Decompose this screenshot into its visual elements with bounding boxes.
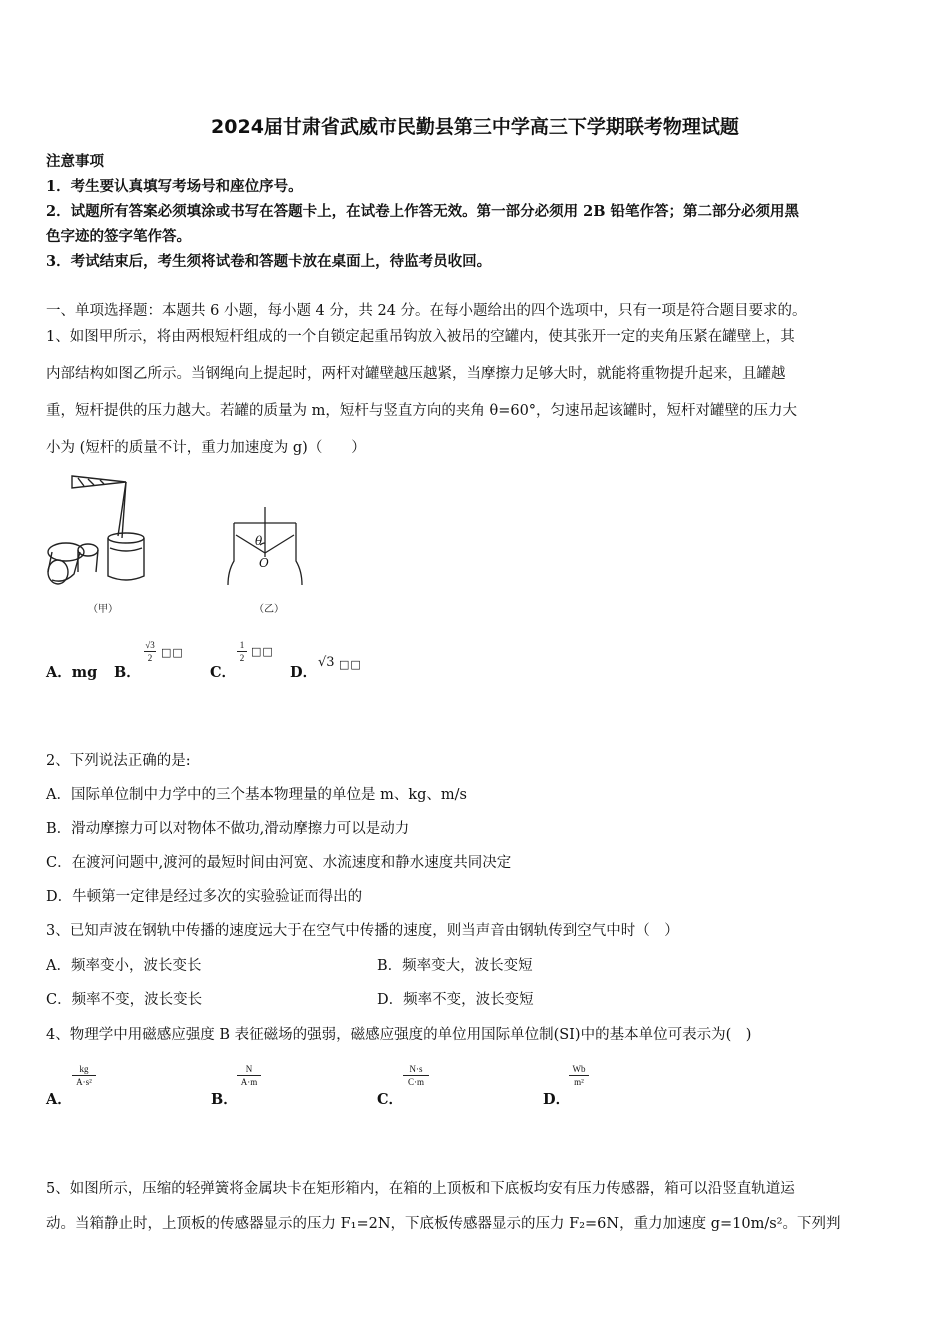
q4-option-a-fraction [72,1064,96,1087]
q1-stem-line: 1、如图甲所示，将由两根短杆组成的一个自锁定起重吊钩放入被吊的空罐内，使其张开一定的夹角压紧在罐壁上，其 [46,329,795,345]
q1-option-d-root: √3 [318,655,335,670]
q1-option-c-placeholder: □□ [251,645,274,658]
q5-stem-line: 动。当箱静止时，上顶板的传感器显示的压力 F₁=2N，下底板传感器显示的压力 F₂=6N，重力加速度 g=10m/s²。下列判 [46,1216,841,1232]
q2-option-b: B．滑动摩擦力可以对物体不做功,滑动摩擦力可以是动力 [46,821,410,837]
fraction-numerator: N [245,1064,253,1074]
q4-option-c-fraction [403,1064,429,1087]
q4-option-c-label: C． [377,1091,404,1108]
q2-stem: 2、下列说法正确的是: [46,753,191,769]
q3-stem: 3、已知声波在钢轨中传播的速度远大于在空气中传播的速度，则当声音由钢轨传到空气中时（ ） [46,923,679,939]
fraction-numerator: N·s [409,1064,423,1074]
q1-option-d-label: D． [290,664,318,681]
notice-heading: 注意事项 [46,153,104,170]
fraction-denominator: C·m [407,1077,424,1087]
q1-option-a: A．mg [46,664,98,681]
notice-item: 2．试题所有答案必须填涂或书写在答题卡上，在试卷上作答无效。第一部分必须用 2B 铅笔作答；第二部分必须用黑 [46,203,800,220]
fraction-denominator: 2 [239,653,245,663]
fraction-numerator: kg [79,1064,89,1074]
q5-stem-line: 5、如图所示，压缩的轻弹簧将金属块卡在矩形箱内，在箱的上顶板和下底板均安有压力传感器，箱可以沿竖直轨道运 [46,1181,795,1197]
q1-option-c-fraction [237,640,247,663]
notice-item: 色字迹的签字笔作答。 [46,228,191,245]
q2-option-d: D．牛顿第一定律是经过多次的实验验证而得出的 [46,889,363,905]
figure-jia-caption: （甲） [88,604,118,615]
q1-option-c-label: C． [210,664,237,681]
figure-yi [220,505,310,595]
q3-option-a: A．频率变小，波长变长 [46,958,202,974]
q3-option-d: D．频率不变，波长变短 [377,992,534,1008]
q4-option-a-label: A． [46,1091,72,1108]
fraction-numerator: √3 [145,640,155,650]
q1-stem-line: 重，短杆提供的压力越大。若罐的质量为 m，短杆与竖直方向的夹角 θ=60°，匀速吊起该罐时，短杆对罐壁的压力大 [46,403,798,419]
figure-yi-point: O [259,556,269,570]
section-heading: 一、单项选择题：本题共 6 小题，每小题 4 分，共 24 分。在每小题给出的四个选项中，只有一项是符合题目要求的。 [46,303,807,319]
figure-yi-caption: （乙） [254,604,284,615]
fraction-numerator: Wb [572,1064,586,1074]
q1-option-b-fraction [144,640,156,663]
fraction-denominator: A·m [240,1077,258,1087]
q1-stem-line: 小为 (短杆的质量不计，重力加速度为 g)（ ） [46,440,366,456]
q4-option-b-label: B． [211,1091,238,1108]
q1-option-b-placeholder: □□ [161,646,184,659]
page-title: 2024届甘肃省武威市民勤县第三中学高三下学期联考物理试题 [211,116,739,138]
notice-item: 1．考生要认真填写考场号和座位序号。 [46,178,303,195]
q4-option-d-fraction [569,1064,589,1087]
q3-option-b: B．频率变大，波长变短 [377,958,533,974]
fraction-denominator: m² [574,1077,584,1087]
q1-stem-line: 内部结构如图乙所示。当钢绳向上提起时，两杆对罐壁越压越紧，当摩擦力足够大时，就能将重物提升起来，且罐越 [46,366,786,382]
q2-option-c: C．在渡河问题中,渡河的最短时间由河宽、水流速度和静水速度共同决定 [46,855,512,871]
q1-option-d-placeholder: □□ [339,658,362,671]
figure-yi-theta: θ [255,534,263,548]
q3-option-c: C．频率不变，波长变长 [46,992,203,1008]
fraction-denominator: 2 [147,653,153,663]
q4-option-d-label: D． [543,1091,571,1108]
fraction-denominator: A·s² [76,1077,92,1087]
q4-option-b-fraction [237,1064,261,1087]
fraction-numerator: 1 [239,640,245,650]
q4-stem: 4、物理学中用磁感应强度 B 表征磁场的强弱，磁感应强度的单位用国际单位制(SI)中的基本单位可表示为( ) [46,1027,752,1043]
figure-jia [44,468,164,593]
q1-option-b-label: B． [114,664,141,681]
notice-item: 3．考试结束后，考生须将试卷和答题卡放在桌面上，待监考员收回。 [46,253,492,270]
q2-option-a: A．国际单位制中力学中的三个基本物理量的单位是 m、kg、m/s [46,787,467,803]
